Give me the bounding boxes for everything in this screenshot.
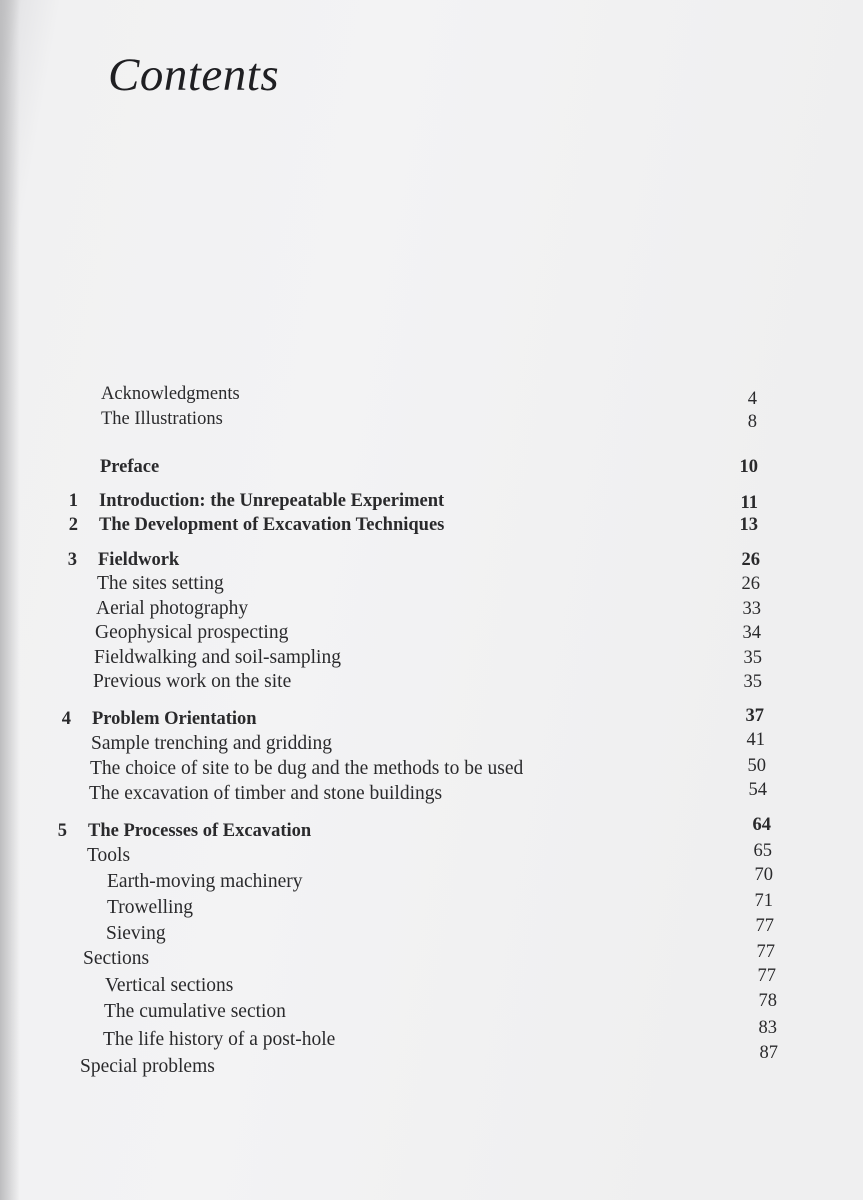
toc-entry-acknowledgments — [0, 381, 863, 407]
toc-entry-preface — [0, 454, 863, 480]
toc-entry-label: Trowelling — [107, 897, 193, 918]
toc-entry-label: Problem Orientation — [92, 709, 257, 729]
toc-entry-label: The Processes of Excavation — [88, 821, 312, 841]
toc-entry-label: Tools — [87, 845, 131, 866]
toc-entry-label: Geophysical prospecting — [95, 622, 289, 643]
toc-chapter-number: 2 — [68, 515, 78, 535]
toc-entry-page: 77 — [755, 916, 774, 936]
toc-entry-label: Aerial photography — [96, 598, 249, 619]
toc-entry-label: Fieldwalking and soil-sampling — [94, 647, 341, 668]
toc-section-entry — [0, 596, 863, 622]
toc-entry-page: 54 — [748, 780, 767, 800]
toc-entry-page: 26 — [741, 574, 760, 594]
toc-chapter-number: 3 — [67, 550, 77, 570]
toc-chapter-number: 1 — [68, 491, 78, 511]
toc-entry-label: Earth-moving machinery — [107, 871, 303, 892]
toc-entry-label: Previous work on the site — [93, 671, 292, 692]
toc-entry-page: 10 — [739, 457, 758, 477]
toc-entry-label: The life history of a post-hole — [103, 1029, 336, 1050]
toc-entry-label: The cumulative section — [104, 1001, 286, 1022]
toc-entry-page: 34 — [742, 623, 761, 643]
toc-section-entry — [0, 1043, 863, 1080]
toc-chapter-2 — [0, 512, 863, 538]
toc-entry-label: Introduction: the Unrepeatable Experiment — [99, 491, 445, 511]
toc-entry-label: Sieving — [106, 923, 166, 944]
toc-entry-label: The Development of Excavation Techniques — [99, 515, 445, 535]
toc-entry-label: The Illustrations — [101, 409, 223, 429]
toc-entry-page: 64 — [752, 815, 771, 835]
toc-entry-page: 77 — [756, 942, 775, 962]
toc-subsection-entry — [0, 991, 863, 1025]
toc-entry-page: 13 — [739, 515, 758, 535]
toc-chapter-number: 5 — [57, 821, 67, 841]
toc-chapter-number: 4 — [61, 709, 71, 729]
toc-entry-label: The excavation of timber and stone buildings — [89, 783, 443, 804]
toc-section-entry — [0, 942, 863, 972]
toc-subsection-entry — [0, 916, 863, 947]
toc-section-entry — [0, 620, 863, 646]
toc-entry-label: Special problems — [80, 1056, 215, 1077]
toc-chapter-3 — [0, 547, 863, 573]
toc-entry-page: 78 — [758, 991, 777, 1011]
toc-entry-page: 35 — [743, 672, 762, 692]
toc-entry-label: Fieldwork — [98, 550, 180, 570]
toc-entry-page: 4 — [747, 389, 757, 409]
toc-entry-label: Acknowledgments — [101, 384, 240, 404]
toc-chapter-1 — [0, 488, 863, 514]
toc-entry-page: 65 — [753, 841, 772, 861]
toc-entry-page: 11 — [740, 493, 758, 513]
toc-entry-page: 41 — [746, 730, 765, 750]
toc-section-entry — [0, 645, 863, 671]
toc-section-entry — [0, 781, 863, 807]
toc-entry-page: 8 — [747, 412, 757, 432]
toc-entry-page: 87 — [759, 1043, 778, 1063]
toc-entry-label: Vertical sections — [105, 975, 234, 996]
toc-entry-illustrations — [0, 406, 863, 432]
toc-section-entry — [0, 669, 863, 695]
toc-entry-label: The choice of site to be dug and the methods to be used — [90, 758, 524, 779]
toc-section-entry — [0, 571, 863, 597]
page-title: Contents — [108, 49, 280, 101]
toc-entry-page: 83 — [758, 1018, 777, 1038]
toc-entry-page: 35 — [743, 648, 762, 668]
toc-entry-page: 37 — [745, 706, 764, 726]
toc-entry-label: Preface — [100, 457, 160, 477]
toc-subsection-entry — [0, 1018, 863, 1053]
toc-entry-page: 33 — [742, 599, 761, 619]
toc-entry-label: Sections — [83, 948, 150, 969]
toc-entry-page: 71 — [754, 891, 773, 911]
toc-entry-page: 50 — [747, 756, 766, 776]
toc-entry-label: Sample trenching and gridding — [91, 733, 332, 754]
toc-entry-page: 70 — [754, 865, 773, 885]
toc-entry-label: The sites setting — [97, 573, 224, 594]
toc-subsection-entry — [0, 966, 863, 999]
toc-entry-page: 26 — [741, 550, 760, 570]
toc-entry-page: 77 — [757, 966, 776, 986]
